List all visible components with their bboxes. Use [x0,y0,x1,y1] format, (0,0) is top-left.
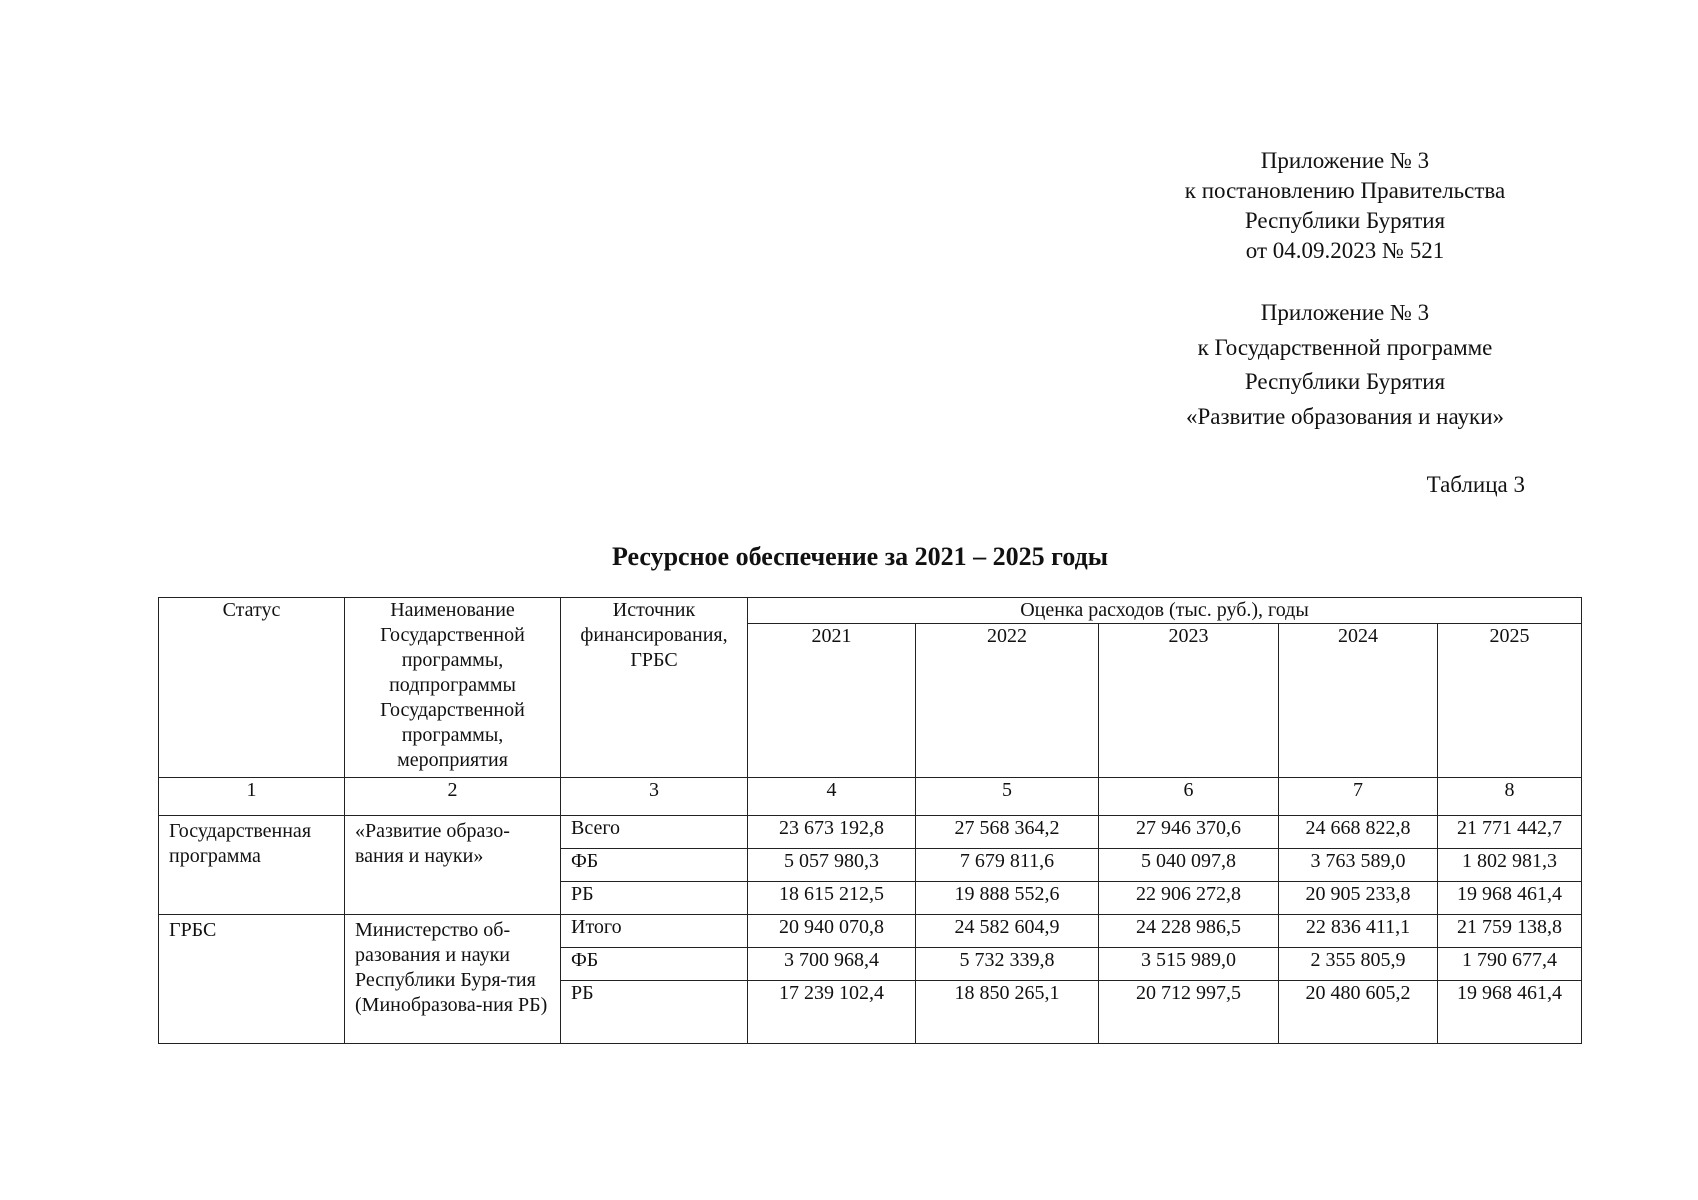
value-cell: 1 802 981,3 [1438,849,1582,882]
value-cell: 17 239 102,4 [748,981,916,1044]
column-number: 2 [345,778,561,816]
appendix-header-resolution [1140,146,1550,266]
status-cell: Государственная программа [159,816,345,915]
source-cell: ФБ [561,948,748,981]
value-cell: 22 836 411,1 [1279,915,1438,948]
value-cell: 20 480 605,2 [1279,981,1438,1044]
value-cell: 24 582 604,9 [916,915,1099,948]
value-cell: 5 040 097,8 [1099,849,1279,882]
source-cell: Итого [561,915,748,948]
header-year: 2022 [916,624,1099,778]
appendix-line: Республики Бурятия [1244,208,1446,233]
table-row [159,915,1582,948]
header-year: 2024 [1279,624,1438,778]
column-number: 1 [159,778,345,816]
value-cell: 24 668 822,8 [1279,816,1438,849]
value-cell: 7 679 811,6 [916,849,1099,882]
header-year: 2025 [1438,624,1582,778]
appendix-line: Приложение № 3 [1260,300,1430,325]
appendix-line: Приложение № 3 [1260,148,1430,173]
header-year: 2023 [1099,624,1279,778]
source-cell: РБ [561,882,748,915]
value-cell: 21 771 442,7 [1438,816,1582,849]
value-cell: 1 790 677,4 [1438,948,1582,981]
value-cell: 18 850 265,1 [916,981,1099,1044]
value-cell: 19 968 461,4 [1438,882,1582,915]
value-cell: 20 940 070,8 [748,915,916,948]
value-cell: 3 700 968,4 [748,948,916,981]
appendix-header-program [1140,296,1550,434]
column-number: 7 [1279,778,1438,816]
source-cell: Всего [561,816,748,849]
header-year: 2021 [748,624,916,778]
table-number: Таблица 3 [1426,472,1525,497]
column-number: 8 [1438,778,1582,816]
value-cell: 19 968 461,4 [1438,981,1582,1044]
appendix-line: Республики Бурятия [1244,369,1446,394]
column-number: 5 [916,778,1099,816]
header-expenses: Оценка расходов (тыс. руб.), годы [748,598,1582,624]
value-cell: 20 712 997,5 [1099,981,1279,1044]
value-cell: 27 946 370,6 [1099,816,1279,849]
column-number: 3 [561,778,748,816]
program-name-cell: «Развитие образо-вания и науки» [345,816,561,915]
header-row [159,598,1582,624]
value-cell: 3 515 989,0 [1099,948,1279,981]
source-cell: РБ [561,981,748,1044]
source-cell: ФБ [561,849,748,882]
appendix-line: к постановлению Правительства [1184,178,1506,203]
resource-table [158,597,1582,1044]
document-title: Ресурсное обеспечение за 2021 – 2025 годы [611,542,1109,571]
value-cell: 19 888 552,6 [916,882,1099,915]
value-cell: 24 228 986,5 [1099,915,1279,948]
value-cell: 20 905 233,8 [1279,882,1438,915]
status-cell: ГРБС [159,915,345,1044]
appendix-line: от 04.09.2023 № 521 [1245,238,1445,263]
column-number: 6 [1099,778,1279,816]
value-cell: 3 763 589,0 [1279,849,1438,882]
header-name: Наименование Государственной программы, подпрограммы Государственной программы, мероприятия [345,598,561,778]
value-cell: 5 732 339,8 [916,948,1099,981]
value-cell: 21 759 138,8 [1438,915,1582,948]
value-cell: 23 673 192,8 [748,816,916,849]
header-status: Статус [159,598,345,778]
column-number: 4 [748,778,916,816]
header-source: Источник финансирования, ГРБС [561,598,748,778]
program-name-cell: Министерство об-разования и науки Республики Буря-тия (Минобразова-ния РБ) [345,915,561,1044]
value-cell: 18 615 212,5 [748,882,916,915]
value-cell: 2 355 805,9 [1279,948,1438,981]
value-cell: 5 057 980,3 [748,849,916,882]
appendix-line: к Государственной программе [1197,334,1493,360]
value-cell: 27 568 364,2 [916,816,1099,849]
column-number-row [159,778,1582,816]
appendix-line: «Развитие образования и науки» [1185,403,1505,429]
value-cell: 22 906 272,8 [1099,882,1279,915]
table-row [159,816,1582,849]
